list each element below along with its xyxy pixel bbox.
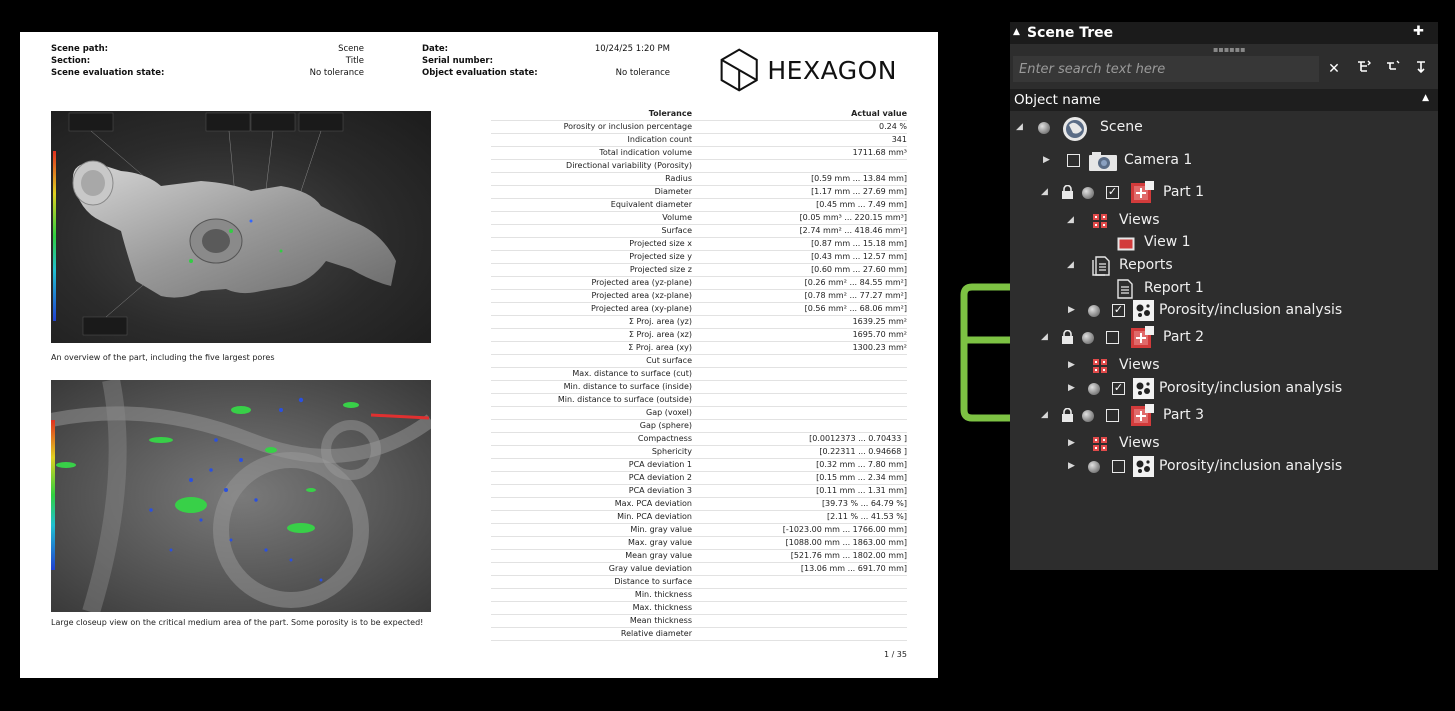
scene-tree-panel (1010, 22, 1438, 570)
table-row (491, 446, 907, 459)
tolerance-cell: Min. PCA deviation (617, 512, 692, 521)
overview-caption: An overview of the part, including the five largest pores (51, 353, 275, 362)
actual-value-cell: [0.26 mm² ... 84.55 mm²] (804, 278, 907, 287)
tree-item-reports[interactable] (1010, 255, 1438, 277)
panel-title: Scene Tree (1027, 25, 1114, 41)
visibility-dot-icon[interactable] (1038, 122, 1050, 134)
table-row (491, 342, 907, 355)
serial-value (560, 55, 670, 67)
search-input[interactable] (1013, 56, 1319, 82)
actual-value-cell: [521.76 mm ... 1802.00 mm] (790, 551, 907, 560)
table-header-row (491, 108, 907, 121)
actual-value-header: Actual value (851, 109, 907, 118)
actual-value-cell (693, 576, 907, 588)
collapse-all-icon[interactable] (1383, 59, 1403, 79)
serial-label: Serial number: (422, 56, 494, 66)
table-row (491, 394, 907, 407)
column-header[interactable] (1010, 89, 1438, 111)
expand-arrow-icon[interactable]: ◢ (1041, 410, 1048, 420)
actual-value-cell: [0.05 mm³ ... 220.15 mm³] (799, 213, 907, 222)
table-row (491, 472, 907, 485)
part-icon (1129, 181, 1155, 209)
tree-item-label: Views (1119, 435, 1160, 451)
actual-value-cell: [39.73 % ... 64.79 %] (821, 499, 907, 508)
tree-item-part-3[interactable] (1010, 405, 1438, 427)
table-row (491, 524, 907, 537)
tolerance-header: Tolerance (648, 109, 692, 118)
reports-icon (1092, 256, 1110, 280)
tolerance-cell: Indication count (627, 135, 692, 144)
table-row (491, 628, 907, 641)
header-right-labels (422, 43, 538, 79)
tree-item-label: Part 1 (1163, 184, 1204, 200)
table-row (491, 498, 907, 511)
tree-item-camera-1[interactable] (1010, 150, 1438, 172)
actual-value-cell: [0.56 mm² ... 68.06 mm²] (804, 304, 907, 313)
tolerance-cell: Directional variability (Porosity) (566, 161, 692, 170)
table-row (491, 589, 907, 602)
table-row (491, 134, 907, 147)
tolerance-cell: Projected area (yz-plane) (591, 278, 692, 287)
table-row (491, 420, 907, 433)
table-row (491, 173, 907, 186)
table-row (491, 186, 907, 199)
tolerance-cell: Surface (661, 226, 692, 235)
table-row (491, 459, 907, 472)
table-row (491, 537, 907, 550)
visibility-dot-icon[interactable] (1088, 383, 1100, 395)
table-row (491, 277, 907, 290)
actual-value-cell (693, 420, 907, 432)
actual-value-cell: [1088.00 mm ... 1863.00 mm] (785, 538, 907, 547)
actual-value-cell: 1300.23 mm² (852, 343, 907, 352)
clear-search-icon[interactable]: ✕ (1328, 61, 1340, 77)
actual-value-cell (693, 394, 907, 406)
table-row (491, 433, 907, 446)
tolerance-cell: Max. thickness (632, 603, 692, 612)
table-row (491, 615, 907, 628)
table-row (491, 576, 907, 589)
tolerance-cell: PCA deviation 3 (628, 486, 692, 495)
tolerance-cell: Min. gray value (630, 525, 692, 534)
actual-value-cell (693, 628, 907, 640)
actual-value-cell: [13.06 mm ... 691.70 mm] (800, 564, 907, 573)
tolerance-cell: Min. distance to surface (inside) (563, 382, 692, 391)
table-row (491, 290, 907, 303)
tolerance-cell: Relative diameter (620, 629, 692, 638)
table-row (491, 303, 907, 316)
tolerance-cell: Gray value deviation (608, 564, 692, 573)
table-row (491, 199, 907, 212)
actual-value-cell: [0.78 mm² ... 77.27 mm²] (804, 291, 907, 300)
tree-item-porosity-analysis-3[interactable] (1010, 456, 1438, 478)
tolerance-cell: Min. distance to surface (outside) (557, 395, 692, 404)
tolerance-cell: PCA deviation 2 (628, 473, 692, 482)
tolerance-cell: Max. gray value (627, 538, 692, 547)
tree-item-label: Porosity/inclusion analysis (1159, 380, 1343, 396)
pin-icon[interactable]: ✚ (1413, 24, 1424, 39)
expand-arrow-icon[interactable]: ▶ (1068, 305, 1075, 315)
closeup-image (51, 380, 431, 612)
report-page (20, 32, 938, 678)
expand-arrow-icon[interactable]: ◢ (1041, 332, 1048, 342)
table-row (491, 485, 907, 498)
tolerance-cell: Projected area (xz-plane) (591, 291, 692, 300)
porosity-analysis-icon (1133, 378, 1154, 403)
table-row (491, 238, 907, 251)
tree-item-views[interactable] (1010, 433, 1438, 455)
header-left-labels (51, 43, 164, 79)
visibility-dot-icon[interactable] (1088, 461, 1100, 473)
date-label: Date: (422, 44, 449, 54)
tree-item-label: Views (1119, 357, 1160, 373)
tolerance-cell: Sphericity (651, 447, 692, 456)
resize-grip[interactable]: ▪▪▪▪▪▪ (1213, 45, 1246, 54)
date-value: 10/24/25 1:20 PM (594, 44, 670, 54)
visibility-checkbox[interactable] (1106, 331, 1119, 344)
header-left-values (260, 43, 364, 79)
tree-item-label: Porosity/inclusion analysis (1159, 302, 1343, 318)
actual-value-cell: [0.11 mm ... 1.31 mm] (816, 486, 907, 495)
tolerance-cell: Σ Proj. area (xy) (628, 343, 692, 352)
table-row (491, 407, 907, 420)
tree-item-label: Camera 1 (1124, 152, 1193, 168)
part-icon (1129, 404, 1155, 432)
table-row (491, 602, 907, 615)
actual-value-cell: [0.15 mm ... 2.34 mm] (816, 473, 907, 482)
table-row (491, 225, 907, 238)
scene-path-label: Scene path: (51, 44, 109, 54)
tree-item-label: Views (1119, 212, 1160, 228)
lock-icon[interactable] (1061, 185, 1074, 200)
actual-value-cell (693, 381, 907, 393)
tolerance-cell: Equivalent diameter (610, 200, 692, 209)
lock-icon[interactable] (1061, 408, 1074, 423)
actual-value-cell: [0.59 mm ... 13.84 mm] (811, 174, 907, 183)
object-eval-label: Object evaluation state: (422, 68, 538, 78)
tolerance-cell: Max. distance to surface (cut) (572, 369, 692, 378)
expand-arrow-icon[interactable]: ▶ (1043, 155, 1050, 165)
tolerance-cell: Gap (voxel) (646, 408, 692, 417)
view-icon (1117, 236, 1135, 255)
visibility-checkbox[interactable] (1067, 154, 1080, 167)
tolerance-cell: Gap (sphere) (639, 421, 692, 430)
overview-render (51, 111, 431, 343)
tree-item-part-1[interactable] (1010, 182, 1438, 204)
tolerance-cell: Total indication volume (599, 148, 692, 157)
actual-value-cell (693, 355, 907, 367)
actual-value-cell: [-1023.00 mm ... 1766.00 mm] (782, 525, 907, 534)
actual-value-cell: 1711.68 mm³ (852, 148, 907, 157)
expand-arrow-icon[interactable]: ◢ (1016, 122, 1023, 132)
actual-value-cell: [0.32 mm ... 7.80 mm] (816, 460, 907, 469)
scene-globe-icon (1061, 115, 1091, 147)
actual-value-cell: [0.60 mm ... 27.60 mm] (811, 265, 907, 274)
actual-value-cell (693, 602, 907, 614)
tolerance-cell: Compactness (637, 434, 692, 443)
views-grid-icon (1092, 358, 1108, 378)
tree-item-views[interactable] (1010, 355, 1438, 377)
tolerance-cell: Projected area (xy-plane) (591, 304, 692, 313)
expand-arrow-icon[interactable]: ◢ (1067, 260, 1074, 270)
table-row (491, 264, 907, 277)
table-row (491, 511, 907, 524)
tolerance-cell: Distance to surface (614, 577, 692, 586)
tree-item-label: Scene (1100, 119, 1143, 135)
object-eval-value: No tolerance (615, 68, 670, 78)
logo-text: HEXAGON (767, 55, 897, 85)
table-row (491, 368, 907, 381)
section-value: Title (345, 56, 364, 66)
table-row (491, 563, 907, 576)
table-row (491, 121, 907, 134)
tree-item-label: Part 3 (1163, 407, 1204, 423)
table-row (491, 329, 907, 342)
table-body (491, 121, 907, 641)
actual-value-cell: [0.22311 ... 0.94668 ] (819, 447, 907, 456)
actual-value-cell (693, 160, 907, 172)
sort-icon[interactable] (1411, 59, 1431, 79)
tree-item-part-2[interactable] (1010, 327, 1438, 349)
actual-value-cell (693, 368, 907, 380)
sort-arrow-icon[interactable]: ▲ (1422, 93, 1429, 103)
panel-titlebar (1010, 22, 1438, 44)
tree-item-label: Report 1 (1144, 280, 1204, 296)
actual-value-cell: [1.17 mm ... 27.69 mm] (811, 187, 907, 196)
actual-value-cell: [0.45 mm ... 7.49 mm] (816, 200, 907, 209)
tree-item-views[interactable] (1010, 210, 1438, 232)
visibility-checkbox[interactable]: ✓ (1107, 185, 1118, 198)
column-header-label: Object name (1014, 92, 1101, 108)
table-row (491, 251, 907, 264)
visibility-checkbox[interactable]: ✓ (1113, 303, 1124, 316)
expand-arrow-icon[interactable]: ▶ (1068, 438, 1075, 448)
porosity-analysis-icon (1133, 300, 1154, 325)
table-row (491, 160, 907, 173)
panel-collapse-icon[interactable]: ▲ (1013, 27, 1020, 37)
scene-eval-value: No tolerance (309, 68, 364, 78)
actual-value-cell: 341 (891, 135, 907, 144)
expand-arrow-icon[interactable]: ▶ (1068, 461, 1075, 471)
tolerance-cell: Projected size x (629, 239, 692, 248)
results-table (491, 108, 907, 641)
visibility-checkbox[interactable]: ✓ (1113, 381, 1124, 394)
tree-item-label: Porosity/inclusion analysis (1159, 458, 1343, 474)
overview-image (51, 111, 431, 343)
tree-item-scene[interactable] (1010, 117, 1438, 139)
tolerance-cell: Radius (665, 174, 692, 183)
actual-value-cell (693, 615, 907, 627)
views-grid-icon (1092, 213, 1108, 233)
tolerance-cell: Cut surface (646, 356, 692, 365)
visibility-checkbox[interactable] (1112, 460, 1125, 473)
tree-item-report-1[interactable] (1010, 278, 1438, 300)
visibility-dot-icon[interactable] (1088, 305, 1100, 317)
actual-value-cell: [0.0012373 ... 0.70433 ] (809, 434, 907, 443)
part-icon (1129, 326, 1155, 354)
tree-item-label: Part 2 (1163, 329, 1204, 345)
visibility-dot-icon[interactable] (1082, 332, 1094, 344)
scene-eval-label: Scene evaluation state: (51, 68, 165, 78)
table-row (491, 147, 907, 160)
closeup-caption: Large closeup view on the critical medium area of the part. Some porosity is to be expected! (51, 618, 424, 627)
header-right-values (560, 43, 670, 79)
visibility-dot-icon[interactable] (1082, 410, 1094, 422)
actual-value-cell (693, 407, 907, 419)
page-number: 1 / 35 (883, 650, 907, 659)
views-grid-icon (1092, 436, 1108, 456)
table-row (491, 212, 907, 225)
visibility-checkbox[interactable] (1106, 409, 1119, 422)
actual-value-cell: [2.74 mm² ... 418.46 mm²] (799, 226, 907, 235)
visibility-dot-icon[interactable] (1082, 187, 1094, 199)
tree-item-view-1[interactable] (1010, 232, 1438, 254)
tree-item-porosity-analysis-1[interactable] (1010, 300, 1438, 322)
tolerance-cell: Projected size z (629, 265, 692, 274)
tolerance-cell: Volume (662, 213, 692, 222)
actual-value-cell: [0.87 mm ... 15.18 mm] (811, 239, 907, 248)
table-row (491, 316, 907, 329)
hexagon-logo-icon (717, 46, 761, 94)
table-row (491, 355, 907, 368)
table-row (491, 550, 907, 563)
tolerance-cell: Diameter (654, 187, 692, 196)
tree-item-label: Reports (1119, 257, 1173, 273)
actual-value-cell: 1695.70 mm² (852, 330, 907, 339)
expand-all-icon[interactable] (1354, 59, 1374, 79)
table-row (491, 381, 907, 394)
tolerance-cell: Σ Proj. area (xz) (628, 330, 692, 339)
section-label: Section: (51, 56, 91, 66)
camera-icon (1088, 150, 1118, 176)
hexagon-logo (717, 46, 897, 94)
tolerance-cell: Σ Proj. area (yz) (628, 317, 692, 326)
tolerance-cell: Max. PCA deviation (614, 499, 692, 508)
actual-value-cell: [0.43 mm ... 12.57 mm] (811, 252, 907, 261)
tolerance-cell: PCA deviation 1 (628, 460, 692, 469)
lock-icon[interactable] (1061, 330, 1074, 345)
actual-value-cell: 1639.25 mm² (852, 317, 907, 326)
expand-arrow-icon[interactable]: ◢ (1041, 187, 1048, 197)
actual-value-cell (693, 589, 907, 601)
tolerance-cell: Mean gray value (625, 551, 692, 560)
tolerance-cell: Mean thickness (629, 616, 692, 625)
scene-path-value: Scene (338, 44, 364, 54)
expand-arrow-icon[interactable]: ▶ (1068, 383, 1075, 393)
tree-item-label: View 1 (1144, 234, 1191, 250)
search-box (1013, 56, 1319, 82)
tree-item-porosity-analysis-2[interactable] (1010, 378, 1438, 400)
tolerance-cell: Projected size y (629, 252, 692, 261)
tolerance-cell: Porosity or inclusion percentage (563, 122, 692, 131)
expand-arrow-icon[interactable]: ▶ (1068, 360, 1075, 370)
expand-arrow-icon[interactable]: ◢ (1067, 215, 1074, 225)
closeup-render (51, 380, 431, 612)
actual-value-cell: 0.24 % (879, 122, 907, 131)
actual-value-cell: [2.11 % ... 41.53 %] (827, 512, 907, 521)
tolerance-cell: Min. thickness (634, 590, 692, 599)
porosity-analysis-icon (1133, 456, 1154, 481)
